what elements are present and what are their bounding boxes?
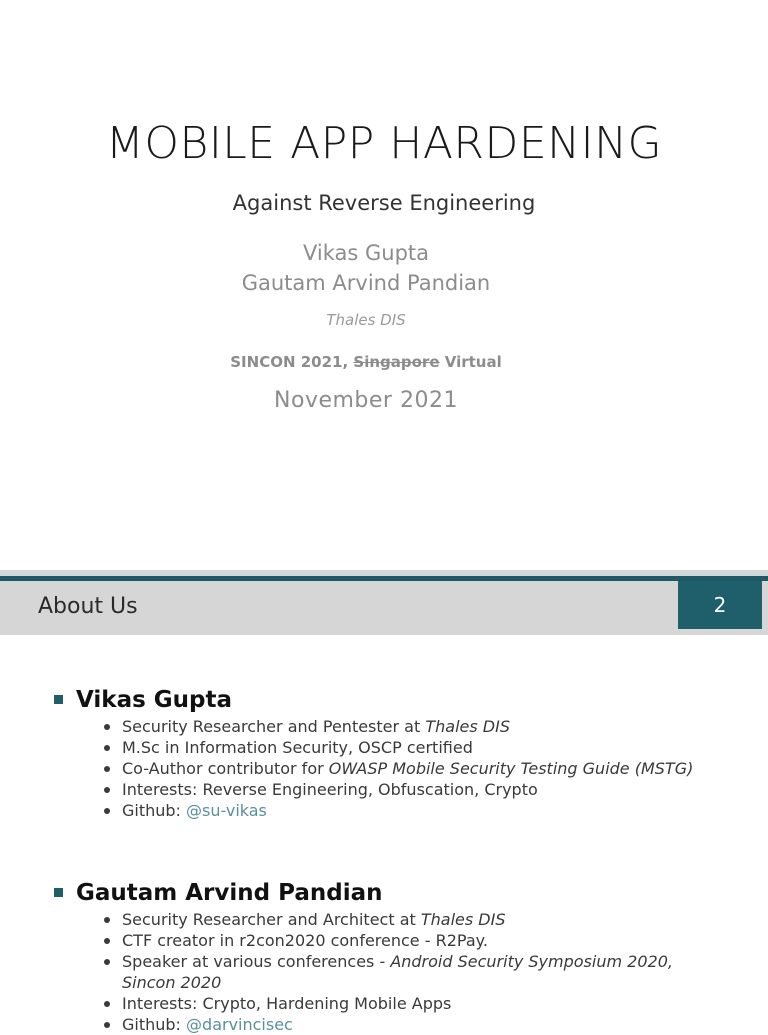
person-section [0,877,768,1035]
list-item: Co-Author contributor for OWASP Mobile Security Testing Guide (MSTG) [0,758,768,779]
list-item: Security Researcher and Architect at Thales DIS [0,909,768,930]
list-item: Github: @su-vikas [0,800,768,821]
person-name: Gautam Arvind Pandian [76,880,383,906]
github-link[interactable]: @darvincisec [186,1015,293,1034]
github-link[interactable]: @su-vikas [186,801,267,820]
conference-struck-location: Singapore [353,353,440,371]
square-bullet-icon [54,695,63,704]
person-name: Vikas Gupta [76,687,233,713]
conference-line [0,353,732,371]
list-item: Interests: Crypto, Hardening Mobile Apps [0,993,768,1014]
list-item: CTF creator in r2con2020 conference - R2Pay. [0,930,768,951]
list-item: Interests: Reverse Engineering, Obfuscation, Crypto [0,779,768,800]
slide-header [0,581,768,635]
presentation-date: November 2021 [274,388,458,413]
person-section [0,684,768,821]
square-bullet-icon [54,888,63,897]
person-details [0,716,768,821]
list-item: M.Sc in Information Security, OSCP certified [0,737,768,758]
conference-name: SINCON 2021, [230,353,349,371]
person-details [0,909,768,1035]
page-number: 2 [678,581,762,629]
organization: Thales DIS [326,311,406,329]
slide-title: MOBILE APP HARDENING [105,118,663,169]
conference-mode: Virtual [444,353,502,371]
author-1: Vikas Gupta [302,241,430,265]
list-item: Security Researcher and Pentester at Thales DIS [0,716,768,737]
author-2: Gautam Arvind Pandian [241,271,491,295]
list-item: Github: @darvincisec [0,1014,768,1035]
slide-subtitle: Against Reverse Engineering [232,191,536,215]
list-item: Speaker at various conferences - Android Security Symposium 2020, Sincon 2020 [0,951,768,993]
header-title: About Us [38,594,138,619]
